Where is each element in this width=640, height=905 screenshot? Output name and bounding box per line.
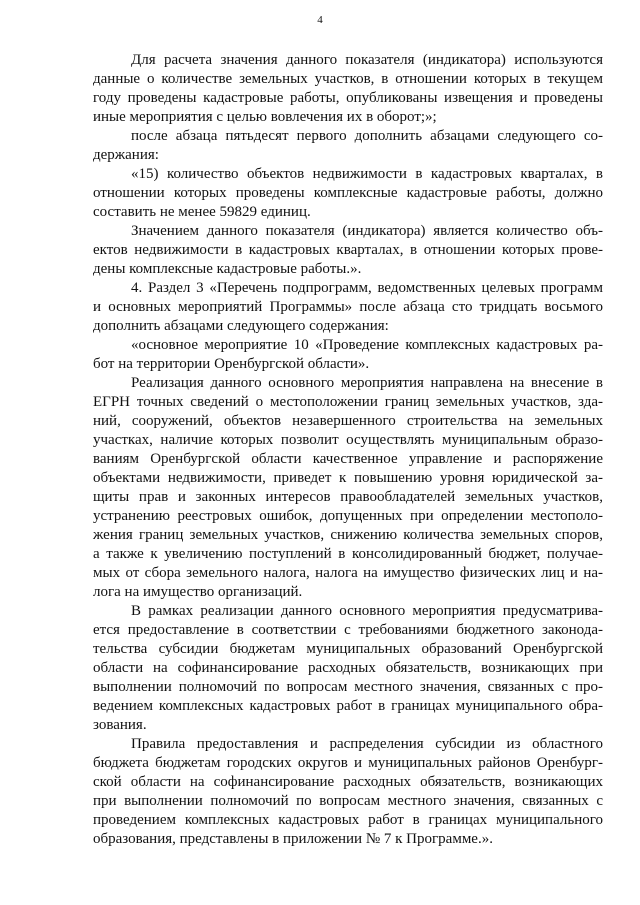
text-line: держания: (93, 147, 159, 163)
text-line: Реализация данного основного мероприятия направлена на внесение в (131, 375, 603, 391)
text-line: проведением комплексных кадастровых работ в границах муниципального (93, 812, 603, 828)
text-line: выполнении полномочий по вопросам местного значения, связанных с про- (93, 679, 603, 695)
paragraph (93, 222, 603, 279)
page-number: 4 (317, 14, 323, 26)
text-line: щиты прав и законных интересов правообладателей земельных участков, (93, 489, 603, 505)
paragraph (93, 602, 603, 735)
text-line: а также к увеличению поступлений в консолидированный бюджет, получае- (93, 546, 603, 562)
text-line: зования. (93, 717, 147, 733)
text-line: В рамках реализации данного основного мероприятия предусматрива- (131, 603, 603, 619)
text-line: году проведены кадастровые работы, опубликованы извещения и проведены (93, 90, 603, 106)
text-line: лога на имущество организаций. (93, 584, 303, 600)
paragraph (93, 51, 603, 127)
text-line: жения границ земельных участков, снижению количества земельных споров, (93, 527, 603, 543)
text-line: устранению реестровых ошибок, допущенных при определении местополо- (93, 508, 603, 524)
text-line: и основных мероприятий Программы» после абзаца сто тридцать восьмого (93, 299, 603, 315)
text-line: ется предоставление в соответствии с требованиями бюджетного законода- (93, 622, 603, 638)
text-line: ведением комплексных кадастровых работ в границах муниципального обра- (93, 698, 603, 714)
text-line: Значением данного показателя (индикатора) является количество объ- (131, 223, 603, 239)
document-body (93, 51, 603, 849)
text-line: дополнить абзацами следующего содержания: (93, 318, 389, 334)
paragraph (93, 374, 603, 602)
text-line: при выполнении полномочий по вопросам местного значения, связанных с (93, 793, 603, 809)
text-line: ЕГРН точных сведений о местоположении границ земельных участков, зда- (93, 394, 603, 410)
text-line: мых от сбора земельного налога, налога на имущество физических лиц и на- (93, 565, 603, 581)
text-line: после абзаца пятьдесят первого дополнить абзацами следующего со- (131, 128, 603, 144)
text-line: бот на территории Оренбургской области». (93, 356, 370, 372)
text-line: дены комплексные кадастровые работы.». (93, 261, 362, 277)
text-line: «15) количество объектов недвижимости в кадастровых кварталах, в (131, 166, 603, 182)
paragraph (93, 165, 603, 222)
text-line: Правила предоставления и распределения субсидии из областного (131, 736, 603, 752)
text-line: иные мероприятия с целью вовлечения их в оборот;»; (93, 109, 437, 125)
text-line: бюджета бюджетам городских округов и муниципальных районов Оренбург- (93, 755, 603, 771)
text-line: ваниям Оренбургской области качественное управление и распоряжение (93, 451, 603, 467)
text-line: объектами недвижимости, приведет к повышению уровня юридической за- (93, 470, 603, 486)
paragraph (93, 336, 603, 374)
paragraph (93, 735, 603, 849)
text-line: ний, сооружений, объектов незавершенного строительства на земельных (93, 413, 603, 429)
text-line: ской области на софинансирование расходных обязательств, возникающих (93, 774, 603, 790)
text-line: тельства субсидии бюджетам муниципальных образований Оренбургской (93, 641, 603, 657)
paragraph (93, 279, 603, 336)
text-line: данные о количестве земельных участков, в отношении которых в текущем (93, 71, 603, 87)
text-line: составить не менее 59829 единиц. (93, 204, 311, 220)
text-line: «основное мероприятие 10 «Проведение комплексных кадастровых ра- (131, 337, 603, 353)
paragraph (93, 127, 603, 165)
text-line: отношении которых проведены комплексные кадастровые работы, должно (93, 185, 603, 201)
text-line: образования, представлены в приложении № 7 к Программе.». (93, 831, 493, 847)
text-line: 4. Раздел 3 «Перечень подпрограмм, ведомственных целевых программ (131, 280, 603, 296)
text-line: Для расчета значения данного показателя (индикатора) используются (131, 52, 603, 68)
text-line: области на софинансирование расходных обязательств, возникающих при (93, 660, 603, 676)
text-line: участках, наличие которых позволит осуществлять муниципальным образо- (93, 432, 603, 448)
text-line: ектов недвижимости в кадастровых кварталах, в отношении которых прове- (93, 242, 603, 258)
